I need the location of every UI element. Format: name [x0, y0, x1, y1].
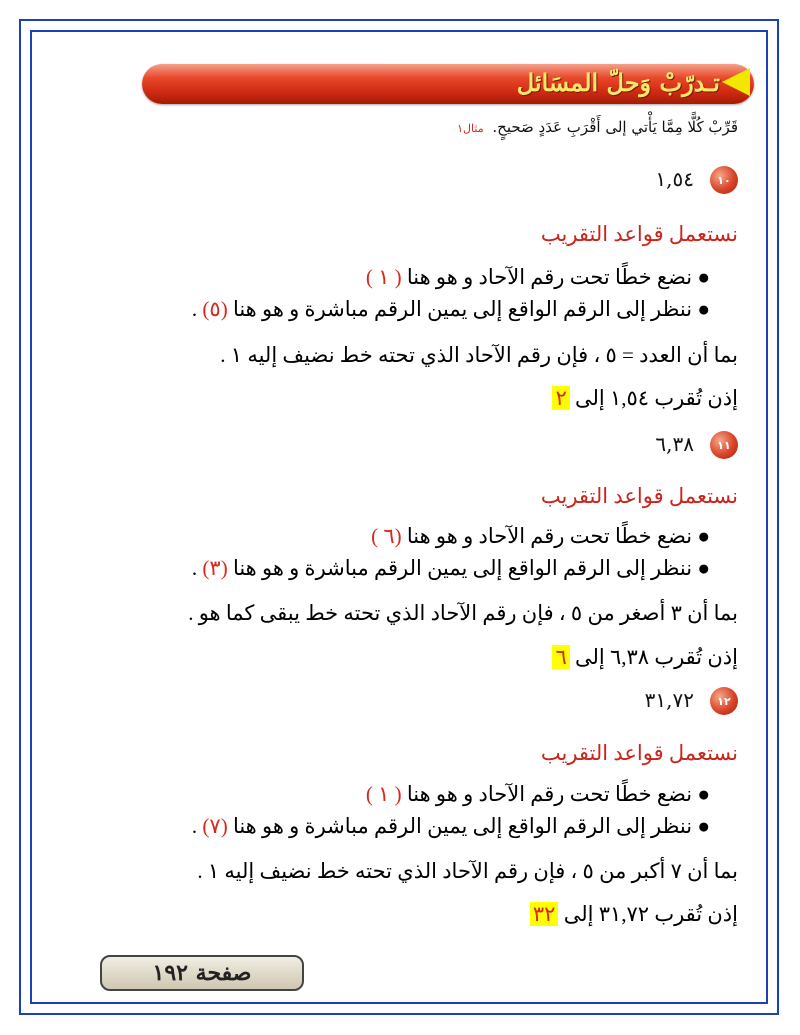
page-number: صفحة ١٩٢ [100, 955, 304, 991]
rounding-reason: بما أن ٧ أكبر من ٥ ، فإن رقم الآحاد الذي تحته خط نضيف إليه ١ . [197, 859, 738, 883]
answer-highlight: ٣٢ [530, 902, 559, 926]
instruction-text: قَرِّبْ كُلًّا مِمَّا يَأْتي إلى أَقْرَبِ عَدَدٍ صَحيحٍ. [492, 118, 738, 136]
example-reference: مثال١ [457, 122, 484, 135]
rounding-rules-heading: نستعمل قواعد التقريب [540, 484, 738, 508]
answer-highlight: ٢ [552, 386, 569, 410]
list-item: ● نضع خطًا تحت رقم الآحاد و هو هنا (٦ ) [371, 524, 710, 548]
problem-number-badge: ١١ [710, 431, 738, 459]
section-title: تـدرّبْ وَحلّ المسَائل [516, 68, 720, 97]
rounding-reason: بما أن ٣ أصغر من ٥ ، فإن رقم الآحاد الذي تحته خط يبقى كما هو . [188, 601, 738, 625]
exercise-instruction [457, 118, 738, 136]
list-item: ● ننظر إلى الرقم الواقع إلى يمين الرقم مباشرة و هو هنا (٧) . [191, 814, 710, 838]
rounding-conclusion: إذن تُقرب ١,٥٤ إلى ٢ [552, 386, 738, 411]
problem-value: ١,٥٤ [655, 167, 694, 191]
rounding-reason: بما أن العدد = ٥ ، فإن رقم الآحاد الذي تحته خط نضيف إليه ١ . [220, 343, 738, 367]
list-item: ● ننظر إلى الرقم الواقع إلى يمين الرقم مباشرة و هو هنا (٣) . [191, 556, 710, 580]
list-item: ● ننظر إلى الرقم الواقع إلى يمين الرقم مباشرة و هو هنا (٥) . [191, 297, 710, 321]
problem-number-badge: ١٠ [710, 166, 738, 194]
list-item: ● نضع خطًا تحت رقم الآحاد و هو هنا ( ١ ) [365, 782, 710, 806]
problem-value: ٣١,٧٢ [644, 688, 694, 712]
rounding-rules-heading: نستعمل قواعد التقريب [540, 741, 738, 765]
list-item: ● نضع خطًا تحت رقم الآحاد و هو هنا ( ١ ) [365, 265, 710, 289]
problem-number-badge: ١٢ [710, 687, 738, 715]
rounding-conclusion: إذن تُقرب ٣١,٧٢ إلى ٣٢ [530, 902, 738, 927]
problem-11 [438, 431, 738, 471]
answer-highlight: ٦ [552, 645, 569, 669]
rounding-rules-heading: نستعمل قواعد التقريب [540, 222, 738, 246]
problem-12 [438, 687, 738, 727]
banner-arrow-icon [722, 68, 750, 96]
rounding-conclusion: إذن تُقرب ٦,٣٨ إلى ٦ [552, 645, 738, 670]
problem-value: ٦,٣٨ [655, 432, 694, 456]
problem-10 [438, 166, 738, 206]
